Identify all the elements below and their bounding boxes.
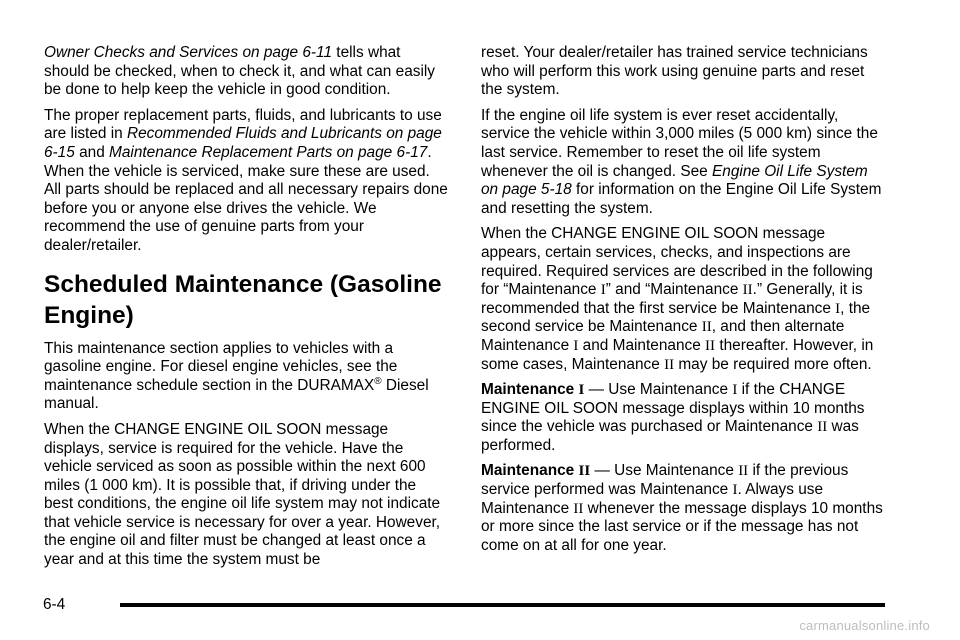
paragraph-reset-system: reset. Your dealer/retailer has trained service technicians who will perform this work using genuine parts and reset the system.: [481, 44, 868, 99]
paragraph-replacement-parts: The proper replacement parts, fluids, and lubricants to use are listed in Recommended Fluids and Lubricants on page 6-15 and Maintenance Replacement Parts on page 6-17. When the vehicle is serviced, make sure these are used. All parts should be replaced and all necessary repairs done before you or anyone else drives the vehicle. We recommend the use of genuine parts from your dealer/retailer.: [44, 106, 448, 254]
maintenance-label: Maintenance: [481, 462, 579, 480]
footer-divider: [120, 603, 885, 607]
page-number: 6-4: [43, 596, 66, 613]
paragraph-oil-message: When the CHANGE ENGINE OIL SOON message displays, service is required for the vehicle. Have the vehicle serviced as soon as possible within the next 600 miles (1 000 km). It is possible that, if driving under the best conditions, the engine oil life system may not indicate that vehicle service is necessary for over a year. However, the engine oil and filter must be changed at least once a year and at this time the system must be: [44, 420, 441, 569]
paragraph-gasoline-scope: This maintenance section applies to vehicles with a gasoline engine. For diesel engine vehicles, see the maintenance schedule section in the DURAMAX® Diesel manual.: [44, 339, 429, 413]
cross-reference-link[interactable]: Engine Oil Life System on page 5-18: [481, 162, 868, 199]
paragraph-accidental-reset: If the engine oil life system is ever reset accidentally, service the vehicle within 3,000 miles (5 000 km) since the last service. Remember to reset the oil life system whenever the oil is changed. See Engine Oil Life System on page 5-18 for information on the Engine Oil Life System and resetting the system.: [481, 106, 882, 217]
cross-reference-link[interactable]: Owner Checks and Services on page 6-11: [44, 44, 333, 61]
watermark: carmanualsonline.info: [799, 618, 930, 633]
cross-reference-link[interactable]: Recommended Fluids and Lubricants on page 6-15: [44, 125, 442, 161]
paragraph-maintenance-sequence: When the CHANGE ENGINE OIL SOON message appears, certain services, checks, and inspections are required. Required services are described in the following for “Maintenance I” and “Maintenance II.” Generally, it is recommended that the first service be Maintenance I, the second service be Maintenance II, and then alternate Maintenance I and Maintenance II thereafter. However, in some cases, Maintenance II may be required more often.: [481, 225, 874, 373]
section-heading: Scheduled Maintenance (Gasoline Engine): [44, 270, 442, 329]
right-column: [481, 44, 885, 562]
paragraph-maintenance-one: Maintenance I — Use Maintenance I if the CHANGE ENGINE OIL SOON message displays within 10 months since the vehicle was purchased or Maintenance II was performed.: [481, 381, 865, 454]
registered-mark: ®: [374, 375, 382, 387]
maintenance-label: Maintenance: [481, 381, 579, 399]
left-column: [44, 44, 448, 577]
cross-reference-link[interactable]: Maintenance Replacement Parts on page 6-17: [109, 143, 428, 161]
paragraph-owner-checks: Owner Checks and Services on page 6-11 tells what should be checked, when to check it, and what can easily be done to help keep the vehicle in good condition.: [44, 44, 435, 99]
paragraph-maintenance-two: Maintenance II — Use Maintenance II if the previous service performed was Maintenance I. Always use Maintenance II whenever the message displays 10 months or more since the last service or if the message has not come on at all for one year.: [481, 462, 883, 554]
